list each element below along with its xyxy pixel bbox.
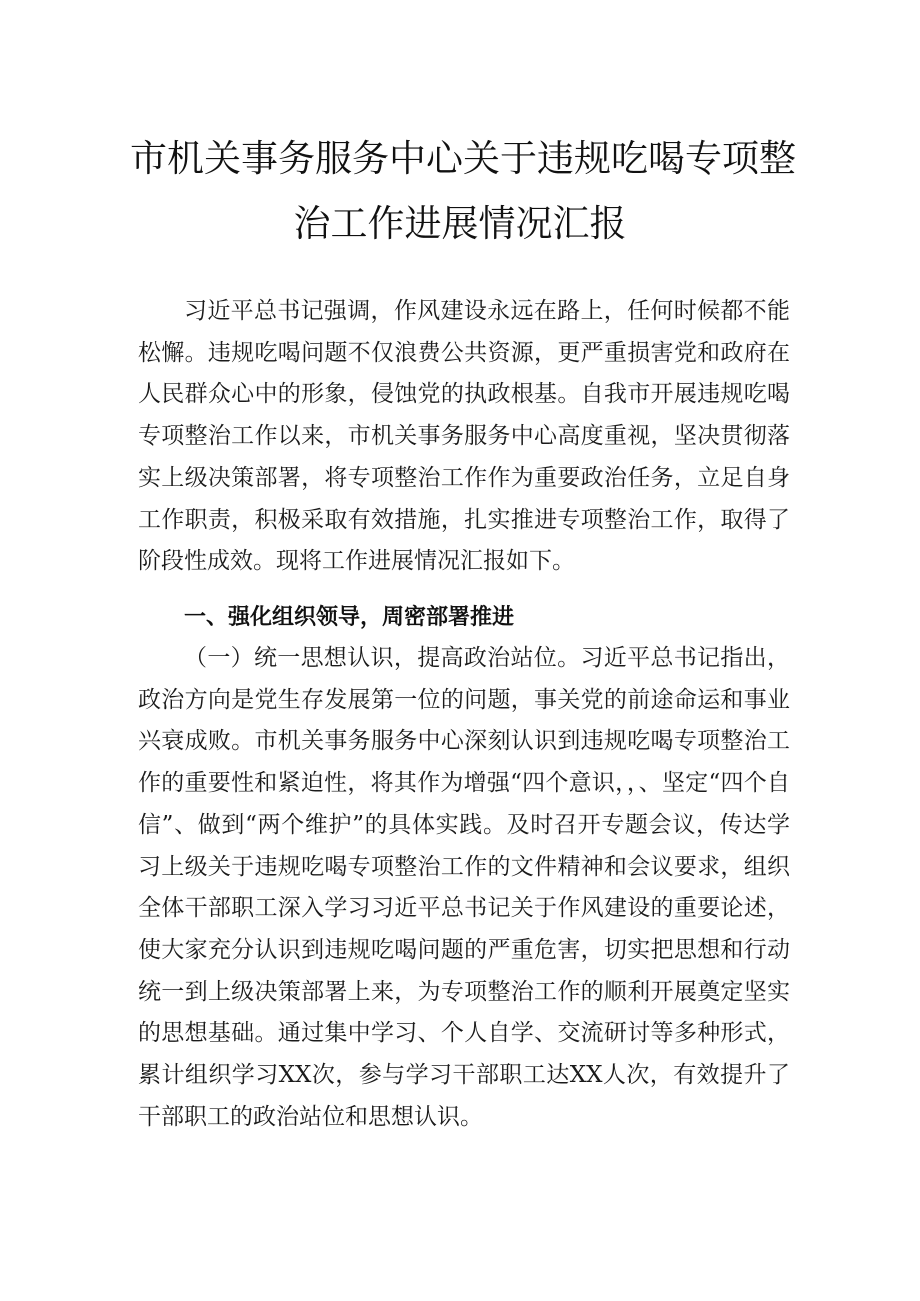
document-title-line-1: 市机关事务服务中心关于违规吃喝专项整 [130, 137, 796, 180]
section-1-paragraph-1: （一）统一思想认识，提高政治站位。习近平总书记指出，政治方向是党生存发展第一位的问题，事关党的前途命运和事业兴衰成败。市机关事务服务中心深刻认识到违规吃喝专项整治工作的重要性和紧迫性，将其作为增强“四个意识，，、坚定“四个自信”、做到“两个维护”的具体实践。及时召开专题会议，传达学习上级关于违规吃喝专项整治工作的文件精神和会议要求，组织全体干部职工深入学习习近平总书记关于作风建设的重要论述，使大家充分认识到违规吃喝问题的严重危害，切实把思想和行动统一到上级决策部署上来，为专项整治工作的顺利开展奠定坚实的思想基础。通过集中学习、个人自学、交流研讨等多种形式，累计组织学习XX次，参与学习干部职工达XX人次，有效提升了干部职工的政治站位和思想认识。 [138, 645, 790, 1130]
document-title-line-2: 治工作进展情况汇报 [293, 202, 627, 245]
section-heading-1: 一、强化组织领导，周密部署推进 [184, 605, 515, 630]
intro-paragraph: 习近平总书记强调，作风建设永远在路上，任何时候都不能松懈。违规吃喝问题不仅浪费公共资源，更严重损害党和政府在人民群众心中的形象，侵蚀党的执政根基。自我市开展违规吃喝专项整治工作以来，市机关事务服务中心高度重视，坚决贯彻落实上级决策部署，将专项整治工作作为重要政治任务，立足自身工作职责，积极采取有效措施，扎实推进专项整治工作，取得了阶段性成效。现将工作进展情况汇报如下。 [138, 298, 790, 575]
